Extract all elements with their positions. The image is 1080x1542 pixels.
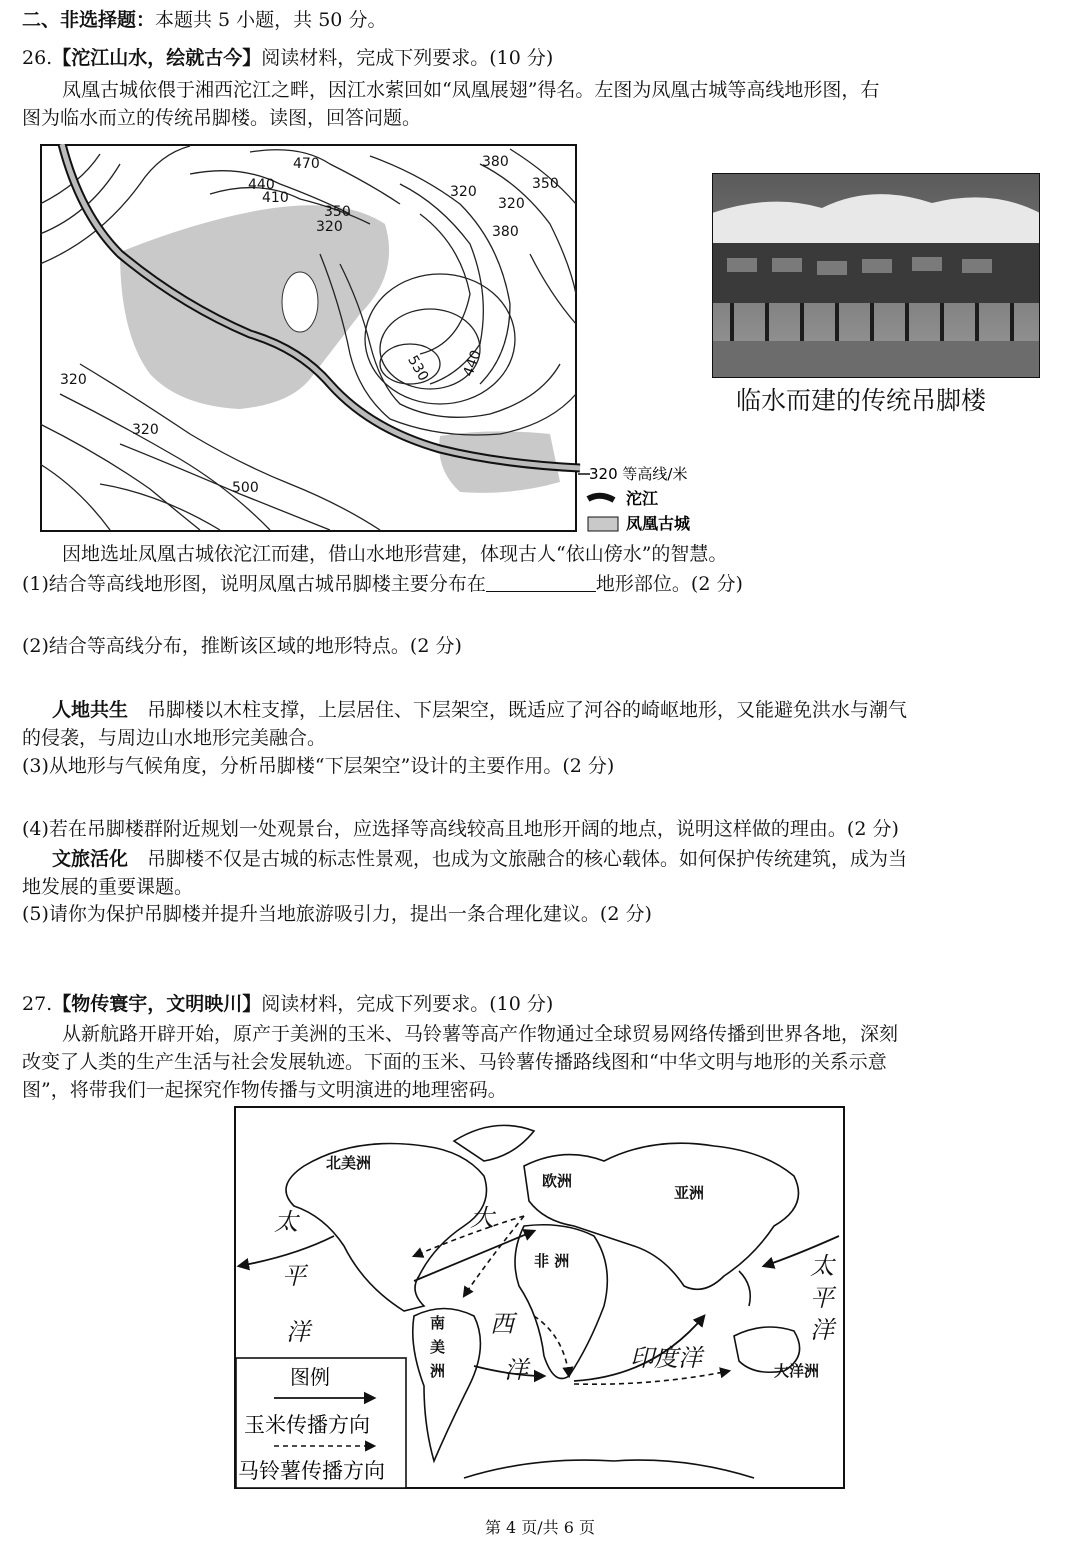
label-asia: 亚洲 bbox=[674, 1184, 705, 1202]
label-europe: 欧洲 bbox=[542, 1172, 573, 1190]
contour-legend bbox=[578, 465, 691, 533]
legend-river-icon bbox=[588, 496, 614, 500]
section-heading bbox=[22, 6, 386, 34]
q27-intro-line2: 改变了人类的生产生活与社会发展轨迹。下面的玉米、马铃薯传播路线图和“中华文明与地形的关系示意 bbox=[22, 1051, 887, 1073]
q27-intro-line3: 图”，将带我们一起探究作物传播与文明演进的地理密码。 bbox=[22, 1079, 507, 1101]
q26-sub4: (4)若在吊脚楼群附近规划一处观景台，应选择等高线较高且地形开阔的地点，说明这样做的理由。(2 分) bbox=[22, 818, 899, 840]
tour-line1 bbox=[52, 845, 907, 873]
coexist-line1 bbox=[52, 696, 907, 724]
q26-number: 26. bbox=[22, 47, 53, 69]
contour-label: 350 bbox=[324, 204, 351, 220]
contour-label: 440 bbox=[248, 177, 275, 193]
contour-label: 320 bbox=[60, 372, 87, 388]
q26-paragraph: 因地选址凤凰古城依沱江而建，借山水地形营建，体现古人“依山傍水”的智慧。 bbox=[62, 543, 728, 565]
tour-tag: 文旅活化 bbox=[52, 848, 129, 870]
legend-corn-label: 玉米传播方向 bbox=[244, 1413, 370, 1437]
contour-label: 380 bbox=[492, 224, 519, 240]
tour-line2: 地发展的重要课题。 bbox=[22, 876, 194, 898]
label-atlantic: 大 bbox=[470, 1204, 494, 1232]
q26-sub1 bbox=[22, 570, 743, 598]
legend-river-label: 沱江 bbox=[626, 489, 659, 508]
q26-intro-line2: 图为临水而立的传统吊脚楼。读图，回答问题。 bbox=[22, 107, 422, 129]
q27-instruction: 阅读材料，完成下列要求。(10 分) bbox=[261, 993, 554, 1015]
contour-label: 320 bbox=[132, 422, 159, 438]
q26-title: 【沱江山水，绘就古今】 bbox=[52, 47, 262, 69]
q26-instruction: 阅读材料，完成下列要求。(10 分) bbox=[261, 47, 554, 69]
section-label: 二、非选择题： bbox=[22, 9, 156, 31]
contour-label: 410 bbox=[262, 190, 289, 206]
contour-label: 350 bbox=[532, 176, 559, 192]
label-indian-ocean: 印度洋 bbox=[630, 1344, 702, 1372]
label-atlantic: 西 bbox=[490, 1310, 514, 1338]
q26-sub3: (3)从地形与气候角度，分析吊脚楼“下层架空”设计的主要作用。(2 分) bbox=[22, 755, 615, 777]
contour-label: 440 bbox=[460, 348, 485, 379]
q26-sub5: (5)请你为保护吊脚楼并提升当地旅游吸引力，提出一条合理化建议。(2 分) bbox=[22, 903, 652, 925]
label-africa: 非 洲 bbox=[534, 1252, 570, 1270]
label-pacific-east: 平 bbox=[810, 1284, 834, 1312]
hill-island bbox=[282, 272, 318, 332]
section-desc: 本题共 5 小题，共 50 分。 bbox=[155, 9, 387, 31]
photo-caption: 临水而建的传统吊脚楼 bbox=[736, 386, 987, 415]
q27-header bbox=[22, 990, 553, 1018]
q26-sub2: (2)结合等高线分布，推断该区域的地形特点。(2 分) bbox=[22, 635, 462, 657]
world-map-legend bbox=[236, 1358, 406, 1488]
q27-title: 【物传寰宇，文明映川】 bbox=[52, 993, 262, 1015]
contour-label: 320 bbox=[498, 196, 525, 212]
label-pacific-east: 太 bbox=[810, 1252, 834, 1280]
label-south-america: 南 bbox=[430, 1314, 446, 1332]
label-pacific-west: 太 bbox=[274, 1208, 298, 1236]
label-pacific-west: 洋 bbox=[286, 1318, 310, 1346]
label-south-america: 洲 bbox=[430, 1362, 446, 1380]
label-pacific-east: 洋 bbox=[810, 1316, 834, 1344]
q26-header bbox=[22, 44, 553, 72]
coexist-text: 吊脚楼以木柱支撑，上层居住、下层架空，既适应了河谷的崎岖地形，又能避免洪水与潮气 bbox=[147, 699, 908, 721]
legend-title: 图例 bbox=[290, 1365, 330, 1389]
coexist-tag: 人地共生 bbox=[52, 699, 129, 721]
contour-label: 530 bbox=[404, 352, 432, 384]
legend-town-icon bbox=[588, 517, 618, 531]
contour-map bbox=[40, 144, 720, 536]
coexist-line2: 的侵袭，与周边山水地形完美融合。 bbox=[22, 727, 327, 749]
q27-number: 27. bbox=[22, 993, 53, 1015]
q26-sub1-text: (1)结合等高线地形图，说明凤凰古城吊脚楼主要分布在 bbox=[22, 573, 486, 595]
contour-label: 500 bbox=[232, 480, 259, 496]
answer-blank[interactable] bbox=[486, 571, 596, 592]
contour-label: 470 bbox=[293, 156, 320, 172]
legend-potato-label: 马铃薯传播方向 bbox=[238, 1459, 385, 1483]
label-north-america: 北美洲 bbox=[326, 1154, 372, 1172]
q26-sub1-tail: 地形部位。(2 分) bbox=[595, 573, 743, 595]
contour-label: 320 bbox=[316, 219, 343, 235]
label-south-america: 美 bbox=[430, 1338, 446, 1356]
q27-intro-line1: 从新航路开辟开始，原产于美洲的玉米、马铃薯等高产作物通过全球贸易网络传播到世界各地，深刻 bbox=[62, 1023, 899, 1045]
world-map bbox=[234, 1106, 846, 1490]
legend-contour-label: 320 等高线/米 bbox=[589, 465, 688, 483]
contour-label: 380 bbox=[482, 154, 509, 170]
stilt-house-photo bbox=[712, 173, 1040, 378]
legend-town-label: 凤凰古城 bbox=[626, 514, 691, 533]
page-footer: 第 4 页/共 6 页 bbox=[484, 1518, 596, 1537]
label-pacific-west: 平 bbox=[282, 1262, 306, 1290]
tour-text: 吊脚楼不仅是古城的标志性景观，也成为文旅融合的核心载体。如何保护传统建筑，成为当 bbox=[147, 848, 908, 870]
contour-label: 320 bbox=[450, 184, 477, 200]
label-atlantic: 洋 bbox=[504, 1356, 528, 1384]
label-oceania: 大洋洲 bbox=[774, 1362, 820, 1380]
q26-intro-line1: 凤凰古城依偎于湘西沱江之畔，因江水萦回如“凤凰展翅”得名。左图为凤凰古城等高线地形图，右 bbox=[62, 79, 880, 101]
